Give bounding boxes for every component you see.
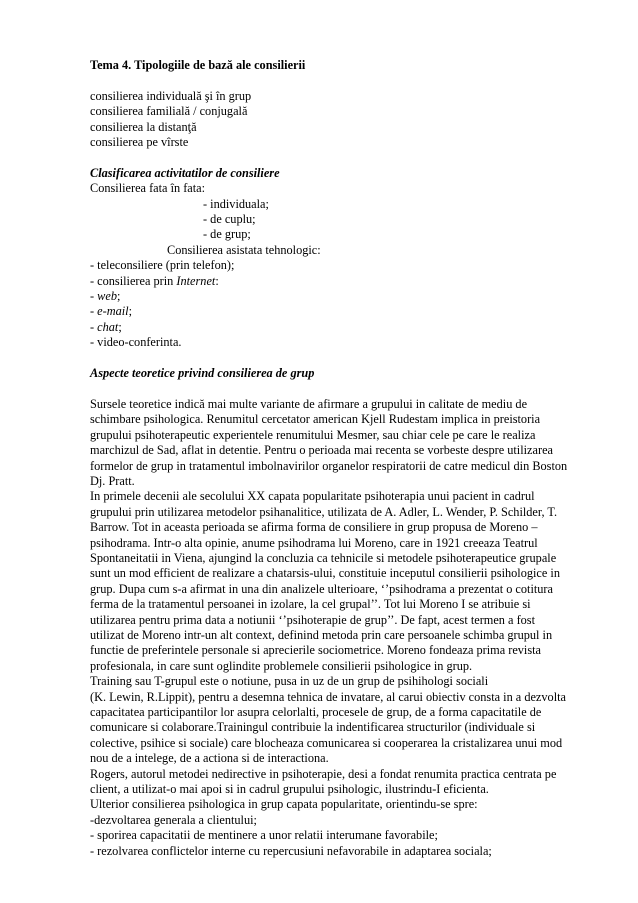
text-line: profesionala, in care sunt oglindite problemele consilierii psihologice in grup. (90, 658, 473, 673)
page-title: Tema 4. Tipologiile de bază ale consilierii (90, 58, 306, 72)
ftf-item: - de grup; (203, 227, 251, 242)
text-line: marchizul de Sad, aflat in detentie. Pentru o perioada mai recenta se vorbeste despre utilizarea (90, 443, 553, 458)
text-line: - sporirea capacitatii de mentinere a unor relatii interumane favorabile; (90, 828, 438, 843)
text-line: Sursele teoretice indică mai multe variante de afirmare a grupului in calitate de mediu de (90, 396, 528, 411)
tech-item: - e-mail; (90, 304, 133, 319)
text-line: -dezvoltarea generala a clientului; (90, 812, 257, 827)
face-to-face-label: Consilierea fata în fata: (90, 181, 206, 196)
text-line: - rezolvarea conflictelor interne cu repercusiuni nefavorabile in adaptarea sociala; (90, 843, 492, 858)
tech-item: - web; (90, 289, 121, 304)
body-text (90, 397, 580, 859)
type-item: consilierea la distanţă (90, 119, 197, 134)
tech-item: - teleconsiliere (prin telefon); (90, 258, 235, 273)
tech-item: - chat; (90, 319, 122, 334)
text-line: grup. Dupa cum s-a afirmat in una din analizele ulterioare, ‘’psihodrama a prezentat o cotitura (90, 581, 553, 596)
text-line: schimbare psihologica. Renumitul cercetator american Kjell Rudestam implica in preistoria (90, 412, 541, 427)
text-line: utilizat de Moreno intr-un alt context, definind metoda prin care persoanele schimba grupul in (90, 627, 553, 642)
section-heading-classification: Clasificarea activitatilor de consiliere (90, 165, 280, 180)
spacer (90, 73, 580, 88)
tech-item: - consilierea prin Internet: (90, 273, 219, 288)
text-line: In primele decenii ale secolului XX capata popularitate psihoterapia unui pacient in cadrul (90, 489, 535, 504)
types-list (90, 89, 580, 151)
spacer (90, 150, 580, 165)
text-line: ferma de la tratamentul persoanei in izolare, la cel grupal’’. Tot lui Moreno I se atribuie si (90, 597, 531, 612)
text-line: psihodrama. Intr-o alta opinie, anume psihodrama lui Moreno, care in 1921 creeaza Teatrul (90, 535, 538, 550)
text-line: sunt un mod efficient de realizare a chatarsis-ului, constituie inceputul consilierii psihologice in (90, 566, 560, 581)
text-line: Barrow. Tot in aceasta perioada se afirma forma de consiliere in grup propusa de Moreno – (90, 520, 538, 535)
text-line: formelor de grup in tratamentul imbolnavirilor organelor respiratorii de catre medicul din Boston (90, 458, 568, 473)
type-item: consilierea individuală şi în grup (90, 88, 252, 103)
type-item: consilierea pe vîrste (90, 135, 189, 150)
text-line: Dj. Pratt. (90, 473, 135, 488)
text-line: grupului psihoterapeutic experientele renumitului Mesmer, sau chiar cele pe care le realiza (90, 427, 536, 442)
text-line: Training sau T-grupul este o notiune, pusa in uz de un grup de psihihologi sociali (90, 674, 489, 689)
spacer (90, 381, 580, 396)
tech-item: - video-conferinta. (90, 335, 182, 350)
text-line: nou de a intelege, de a actiona si de interactiona. (90, 751, 329, 766)
text-line: functie de preferintele personale si aprecierile sociometrice. Moreno fondeaza prima revista (90, 643, 542, 658)
text-line: client, a utilizat-o mai apoi si in cadrul grupului psihologic, ilustrindu-I eficienta. (90, 782, 489, 797)
document-page (90, 58, 580, 859)
spacer (90, 351, 580, 366)
ftf-item: - individuala; (203, 196, 269, 211)
type-item: consilierea familială / conjugală (90, 104, 248, 119)
text-line: capacitatea participantilor lor asupra celorlalti, procesele de grup, de a forma capacitatile de (90, 705, 542, 719)
text-line: utilizarea pentru prima data a notiunii ‘’psihoterapie de grup’’. De fapt, acest termen a fost (90, 612, 536, 627)
text-line: grupului prin utilizarea metodelor psihanalitice, utilizata de A. Adler, L. Wender, P. Schilder, T. (90, 504, 558, 519)
text-line: colective, psihice si sociale) care blocheaza comunicarea si cooperarea la cristalizarea unui mod (90, 735, 563, 750)
ftf-item: - de cuplu; (203, 212, 256, 227)
tech-assisted-label: Consilierea asistata tehnologic: (167, 242, 321, 257)
text-line: Spontaneitatii in Viena, ajungind la concluzia ca tehnicile si metodele psihoterapeutice grupale (90, 550, 557, 565)
text-line: comunicare si colaborare.Trainingul contribuie la indentificarea structurilor (individuale si (90, 720, 536, 735)
text-line: Rogers, autorul metodei nedirective in psihoterapie, desi a fondat renumita practica centrata pe (90, 766, 557, 781)
section-heading-group-counseling: Aspecte teoretice privind consilierea de grup (90, 366, 315, 381)
text-line: Ulterior consilierea psihologica in grup capata popularitate, orientindu-se spre: (90, 797, 478, 812)
text-line: (K. Lewin, R.Lippit), pentru a desemna tehnica de invatare, al carui obiectiv consta in a dezvolta (90, 689, 566, 704)
